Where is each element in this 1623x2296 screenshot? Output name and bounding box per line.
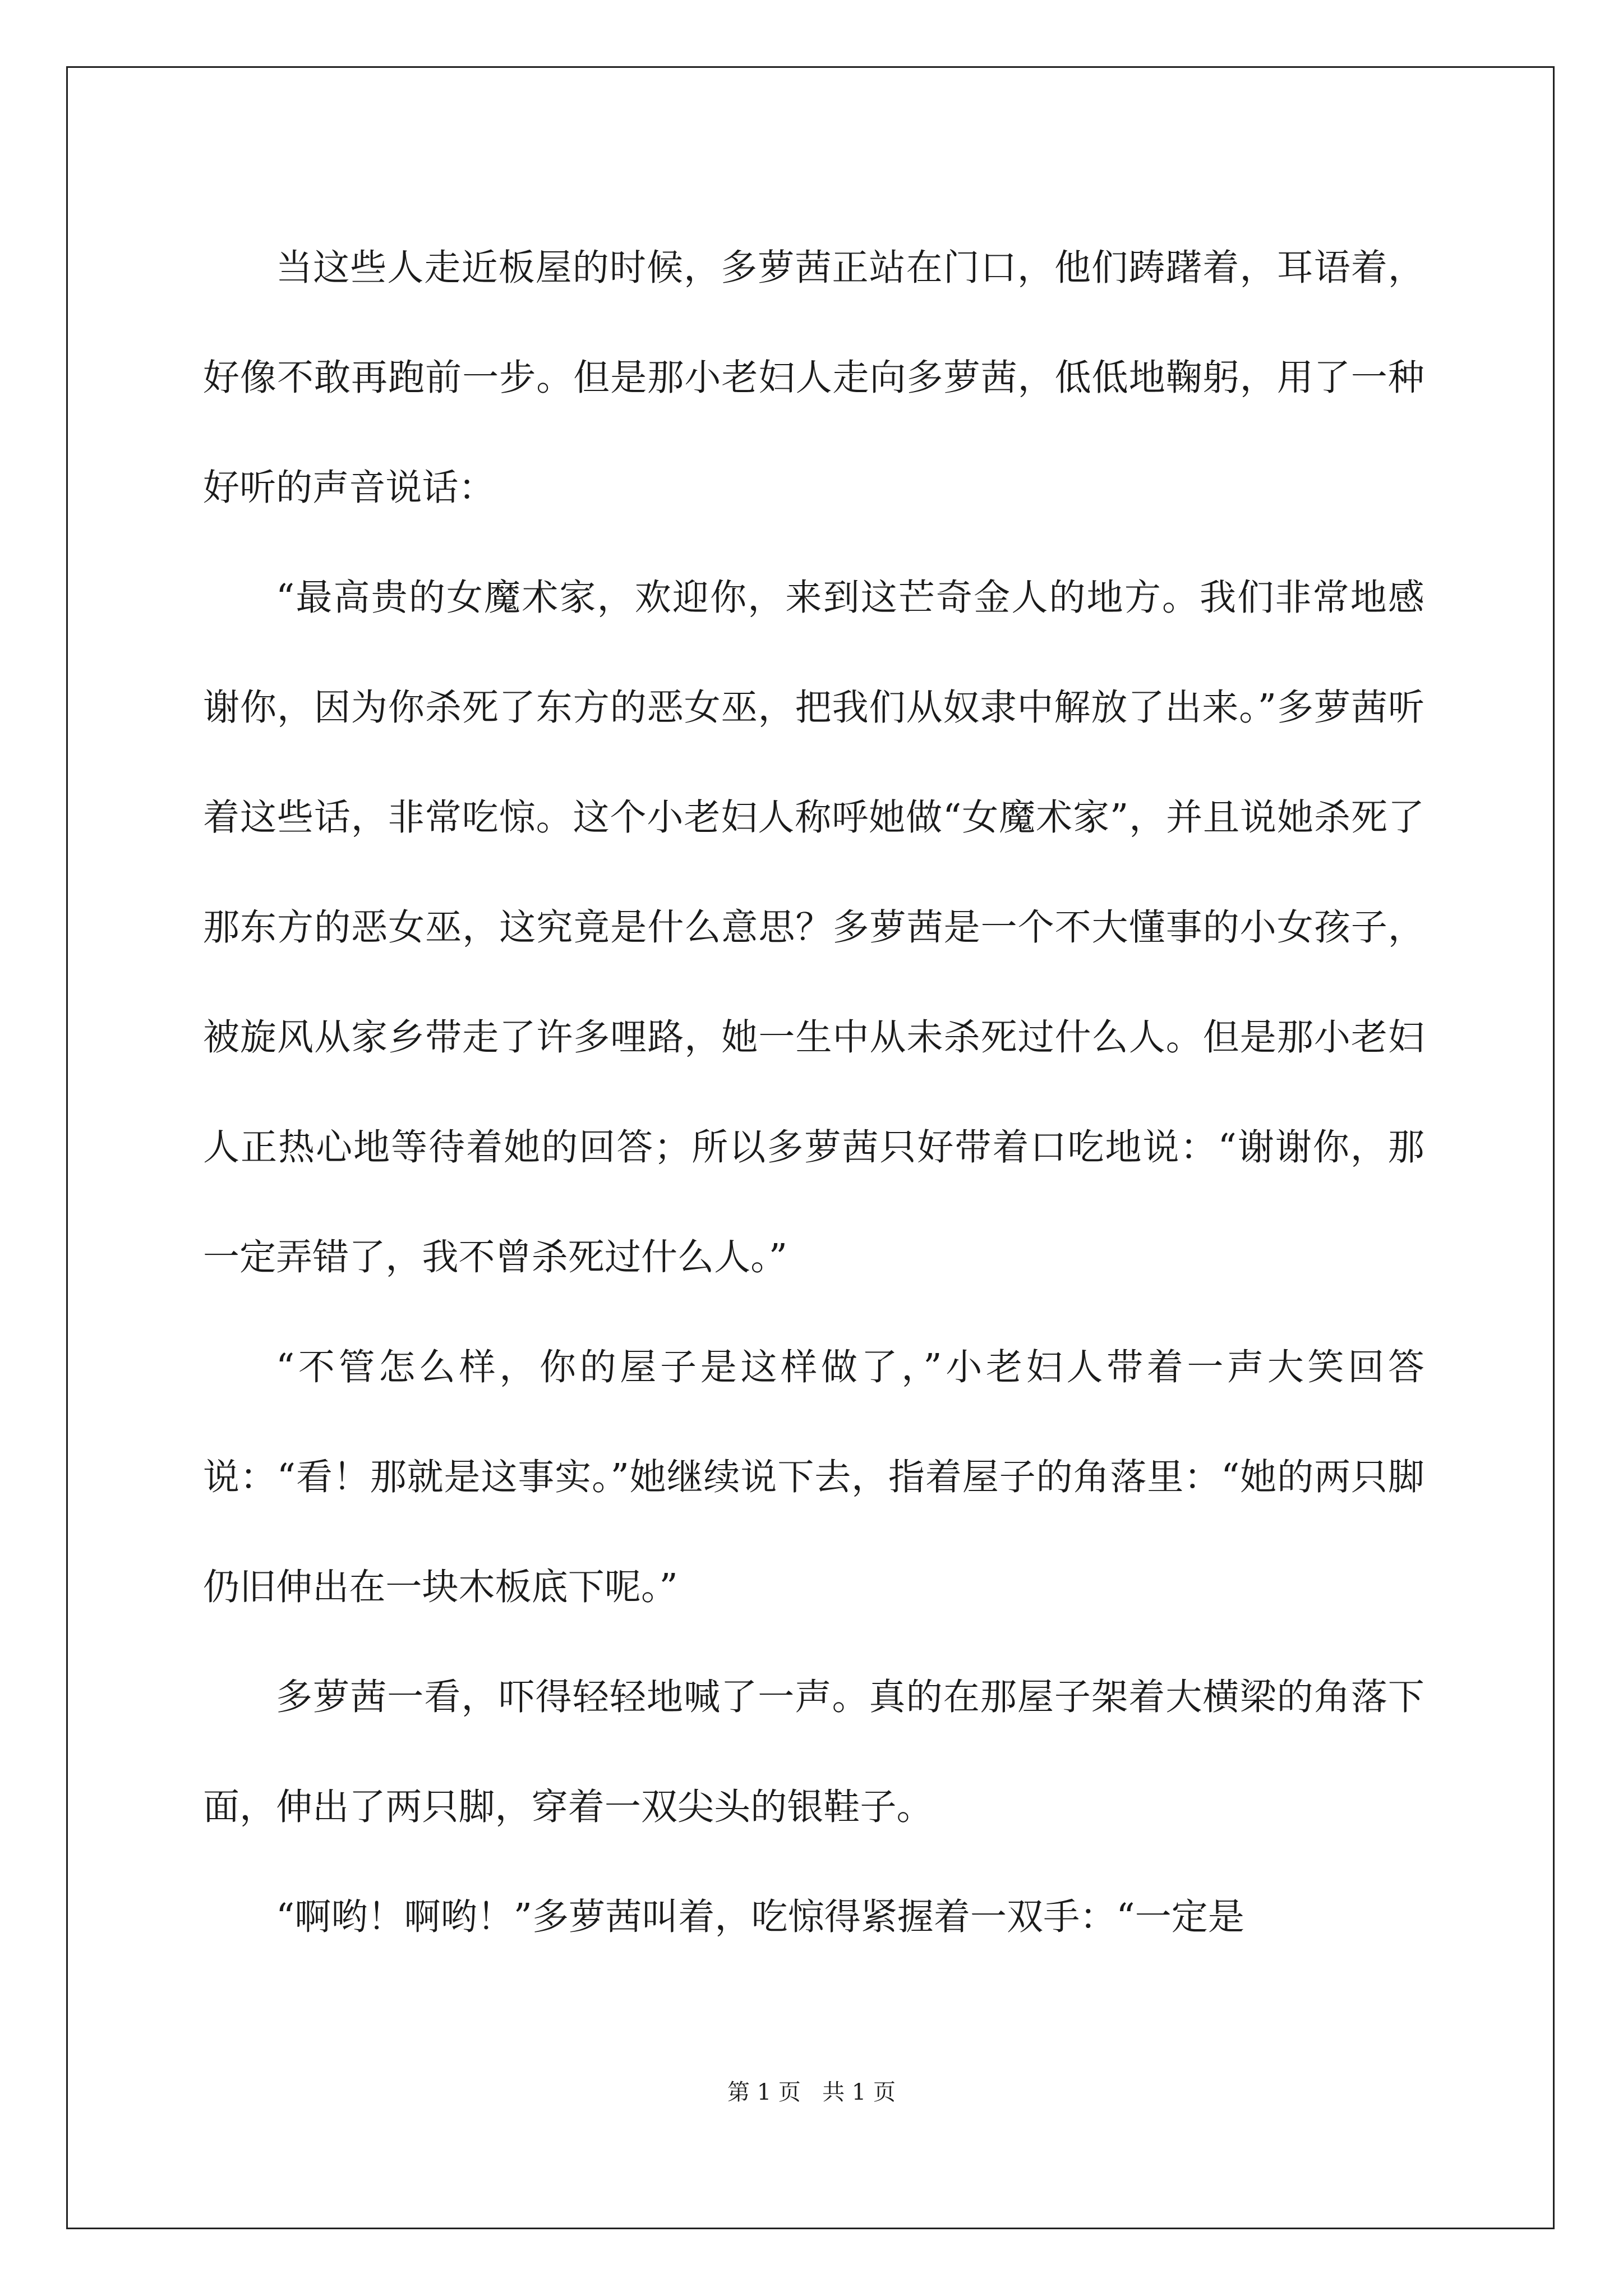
page-footer [0,2076,1623,2109]
paragraph: “不管怎么样，你的屋子是这样做了，”小老妇人带着一声大笑回答说：“看！那就是这事实。”她继续说下去，指着屋子的角落里：“她的两只脚仍旧伸出在一块木板底下呢。” [203,1346,1424,1608]
paragraph: 当这些人走近板屋的时候，多萝茜正站在门口，他们踌躇着，耳语着，好像不敢再跑前一步。但是那小老妇人走向多萝茜，低低地鞠躬，用了一种好听的声音说话： [203,247,1424,509]
page-number-label: 第 1 页 共 1 页 [727,2079,896,2105]
paragraph: “啊哟！啊哟！”多萝茜叫着，吃惊得紧握着一双手：“一定是 [276,1896,1244,1938]
paragraph: 多萝茜一看，吓得轻轻地喊了一声。真的在那屋子架着大横梁的角落下面，伸出了两只脚，穿着一双尖头的银鞋子。 [203,1676,1424,1828]
paragraph: “最高贵的女魔术家，欢迎你，来到这芒奇金人的地方。我们非常地感谢你，因为你杀死了东方的恶女巫，把我们从奴隶中解放了出来。”多萝茜听着这些话，非常吃惊。这个小老妇人称呼她做“女魔术家”，并且说她杀死了那东方的恶女巫，这究竟是什么意思？多萝茜是一个不大懂事的小女孩子，被旋风从家乡带走了许多哩路，她一生中从未杀死过什么人。但是那小老妇人正热心地等待着她的回答；所以多萝茜只好带着口吃地说：“谢谢你，那一定弄错了，我不曾杀死过什么人。” [203,577,1424,1278]
document-body [203,213,1424,1972]
